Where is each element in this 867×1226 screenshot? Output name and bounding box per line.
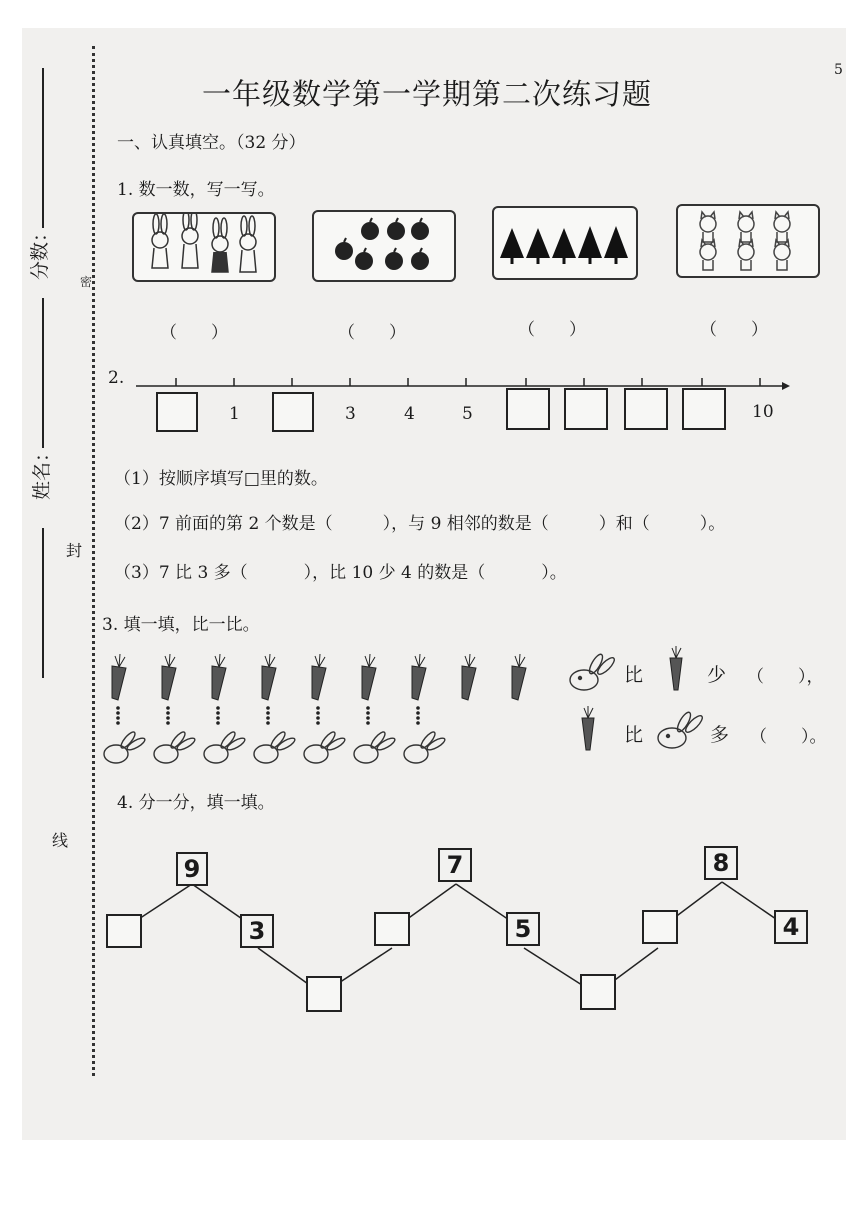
connector-dot (116, 706, 120, 710)
carrot-7 (412, 654, 426, 700)
connector-dot (266, 721, 270, 725)
rabbits-picture (132, 212, 276, 282)
bond3-right: 4 (774, 910, 808, 944)
score-label: 分数： (29, 222, 52, 281)
q3-heading: 3. 填一填，比一比。 (102, 615, 260, 635)
q3-line1-shao: 少 (707, 664, 727, 686)
connector-dot (316, 716, 320, 720)
bond-shared-box-1[interactable] (306, 976, 342, 1012)
rabbit-5 (304, 730, 346, 763)
rabbit-icon-2 (650, 708, 710, 754)
carrot-6 (362, 654, 376, 700)
cats-picture (676, 204, 820, 278)
q1-answer-3[interactable]: （ ） (518, 320, 586, 340)
connector-dot (416, 711, 420, 715)
connector-dot (316, 711, 320, 715)
apples-picture (312, 210, 456, 282)
section1-heading: 一、认真填空。（32 分） (117, 133, 306, 153)
bond1-top: 9 (176, 852, 208, 886)
q4-heading: 4. 分一分，填一填。 (117, 793, 275, 813)
cats-illustration (678, 206, 818, 276)
q2-sub2-part-d: ）。 (699, 514, 726, 534)
seal-xian-label: 线 (52, 831, 69, 850)
connector-dot (416, 721, 420, 725)
bond2-right: 5 (506, 912, 540, 946)
connector-dot (266, 706, 270, 710)
connector-dot (166, 706, 170, 710)
seal-feng-label: 封 (66, 541, 83, 560)
score-field-line (42, 68, 44, 228)
carrot-4 (262, 654, 276, 700)
lower-field-line (42, 528, 44, 678)
rabbits-illustration (134, 214, 274, 280)
tick-label-5: 5 (462, 404, 473, 424)
connector-dot (416, 706, 420, 710)
q2-sub3-part-a: （3）7 比 3 多（ (114, 563, 248, 583)
number-box-9[interactable] (682, 388, 726, 430)
q1-answer-1[interactable]: （ ） (160, 323, 228, 343)
seal-mi-label: 密 (80, 275, 93, 289)
carrot-9 (512, 654, 526, 700)
carrot-1 (112, 654, 126, 700)
bond1-left-box[interactable] (106, 914, 142, 948)
q3-line2-duo: 多 (710, 724, 730, 746)
connector-dot (366, 716, 370, 720)
carrot-8 (462, 654, 476, 700)
connector-dot (266, 711, 270, 715)
connector-dot (316, 706, 320, 710)
q2-sub3 (114, 558, 567, 583)
connector-dot (416, 716, 420, 720)
bond3-left-box[interactable] (642, 910, 678, 944)
tick-label-4: 4 (404, 404, 415, 424)
bond3-top: 8 (704, 846, 738, 880)
worksheet-page (22, 28, 846, 1140)
q2-sub2-part-a: （2）7 前面的第 2 个数是（ (114, 514, 333, 534)
number-box-0[interactable] (156, 392, 198, 432)
connector-dot (116, 716, 120, 720)
rabbit-4 (254, 730, 296, 763)
rabbit-7 (404, 730, 446, 763)
connector-dot (366, 706, 370, 710)
number-box-8[interactable] (624, 388, 668, 430)
bond2-top: 7 (438, 848, 472, 882)
q2-sub2 (114, 509, 725, 534)
q2-sub2-part-b: ），与 9 相邻的数是（ (382, 514, 549, 534)
q1-heading: 1. 数一数，写一写。 (117, 180, 275, 200)
connector-dot (166, 721, 170, 725)
q3-line1-answer[interactable]: （ ）， (747, 667, 824, 687)
tick-label-3: 3 (345, 404, 356, 424)
connector-dot (216, 711, 220, 715)
rabbit-6 (354, 730, 396, 763)
connector-dot (216, 706, 220, 710)
connector-dot (366, 721, 370, 725)
q2-sub2-part-c: ）和（ (598, 514, 650, 534)
q3-line2-bi: 比 (624, 724, 644, 746)
connector-dot (166, 716, 170, 720)
q1-answer-4[interactable]: （ ） (700, 320, 768, 340)
number-box-6[interactable] (506, 388, 550, 430)
connector-dot (266, 716, 270, 720)
tick-label-1: 1 (229, 404, 240, 424)
connector-dot (216, 716, 220, 720)
tick-label-10: 10 (752, 402, 774, 422)
bond-shared-box-2[interactable] (580, 974, 616, 1010)
rabbit-2 (154, 730, 196, 763)
number-box-2[interactable] (272, 392, 314, 432)
q2-label: 2. (108, 368, 125, 388)
bond2-left-box[interactable] (374, 912, 410, 946)
q2-sub3-part-b: ），比 10 少 4 的数是（ (303, 563, 486, 583)
number-box-7[interactable] (564, 388, 608, 430)
bond1-right: 3 (240, 914, 274, 948)
q2-sub1: （1）按顺序填写□里的数。 (114, 469, 328, 489)
carrots-rabbits-illustration (102, 650, 582, 768)
trees-illustration (494, 208, 636, 278)
connector-dot (166, 711, 170, 715)
connector-dot (116, 721, 120, 725)
carrot-2 (162, 654, 176, 700)
q2-sub3-part-c: ）。 (541, 563, 567, 583)
page-title: 一年级数学第一学期第二次练习题 (202, 77, 653, 111)
carrot-5 (312, 654, 326, 700)
carrot-icon (662, 644, 692, 694)
trees-picture (492, 206, 638, 280)
connector-dot (116, 711, 120, 715)
connector-dot (216, 721, 220, 725)
q3-line1-bi: 比 (624, 664, 644, 686)
connector-dot (316, 721, 320, 725)
name-field-line (42, 298, 44, 448)
rabbit-icon (562, 650, 622, 696)
name-label: 姓名： (31, 442, 54, 501)
q3-line2-answer[interactable]: （ ）。 (750, 727, 827, 747)
carrot-3 (212, 654, 226, 700)
carrot-icon-2 (574, 704, 604, 754)
connector-dot (366, 711, 370, 715)
page-mark: 5 (834, 62, 843, 78)
rabbit-1 (104, 730, 146, 763)
apples-illustration (314, 212, 454, 280)
rabbit-3 (204, 730, 246, 763)
number-line-arrow (782, 382, 790, 390)
q1-answer-2[interactable]: （ ） (338, 323, 406, 343)
